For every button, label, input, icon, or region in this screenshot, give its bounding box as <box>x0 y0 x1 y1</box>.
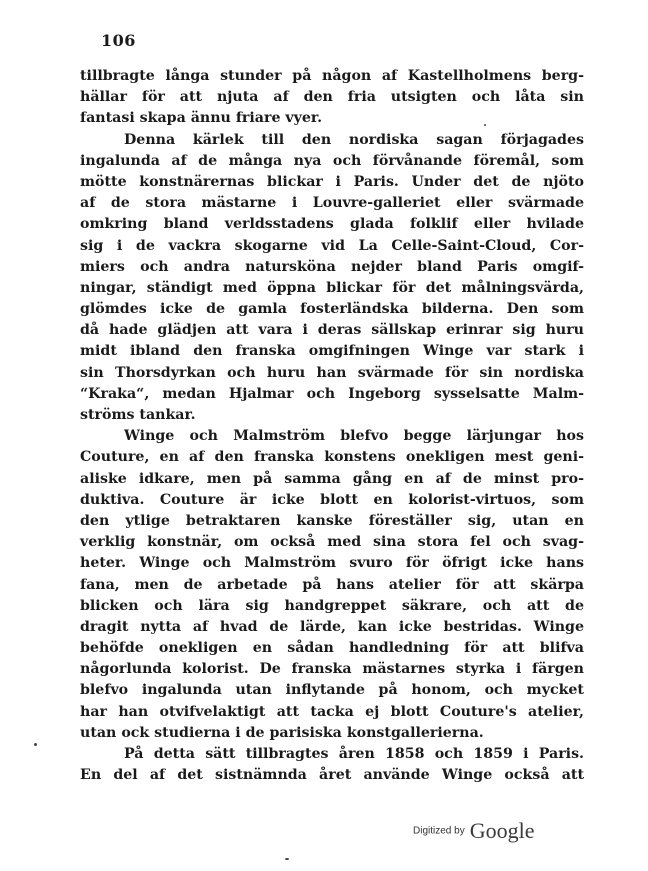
text-line: blefvo ingalunda utan inflytande på honom, och mycket <box>80 682 584 699</box>
text-line: verklig konstnär, om också med sina stora fel och svag- <box>80 534 584 551</box>
scan-speck <box>285 858 289 860</box>
text-line: tillbragte långa stunder på någon af Kastellholmens berg- <box>80 68 584 84</box>
scan-speck <box>484 124 486 126</box>
text-line: dragit nytta af hvad de lärde, kan icke bestridas. Winge <box>80 618 584 635</box>
digitized-by-google-watermark <box>413 818 535 844</box>
text-line: ingalunda af de många nya och förvånande föremål, som <box>80 152 584 169</box>
text-line: någorlunda kolorist. De franska mästarnes styrka i färgen <box>80 661 584 678</box>
text-line: mötte konstnärernas blickar i Paris. Under det de njöto <box>80 173 584 190</box>
text-line: sin Thorsdyrkan och huru han svärmade för sin nordiska <box>80 364 584 381</box>
text-line: den ytlige betraktaren kanske föreställer sig, utan en <box>80 512 584 529</box>
scan-speck <box>34 743 37 746</box>
text-line: har han otvifvelaktigt att tacka ej blott Couture's atelier, <box>80 703 584 720</box>
text-line: fantasi skapa ännu friare vyer. <box>80 110 323 127</box>
text-line: ströms tankar. <box>80 407 196 423</box>
digitized-label: Digitized by <box>413 825 465 837</box>
text-line: af de stora mästarne i Louvre-galleriet eller svärmade <box>80 195 584 212</box>
text-line: Couture, en af den franska konstens onekligen mest geni- <box>80 449 584 466</box>
text-line: utan ock studierna i de parisiska konstgallerierna. <box>80 724 484 741</box>
text-line: En del af det sistnämnda året använde Winge också att <box>80 767 584 784</box>
text-line: Denna kärlek till den nordiska sagan förjagades <box>124 131 584 148</box>
text-line: På detta sätt tillbragtes åren 1858 och 1859 i Paris. <box>124 746 584 762</box>
text-line: miers och andra natursköna nejder bland Paris omgif- <box>80 258 584 275</box>
text-line: “Kraka“, medan Hjalmar och Ingeborg sysselsatte Malm- <box>80 385 584 402</box>
text-line: fana, men de arbetade på hans atelier för att skärpa <box>80 576 584 593</box>
text-line: midt ibland den franska omgifningen Winge var stark i <box>80 343 584 360</box>
text-line: ningar, ständigt med öppna blickar för det målningsvärda, <box>80 279 584 296</box>
text-line: heter. Winge och Malmström svuro för öfrigt icke hans <box>80 555 584 572</box>
text-line: omkring bland verldsstadens glada folklif eller hvilade <box>80 216 584 233</box>
google-wordmark: Google <box>469 818 535 843</box>
text-line: då hade glädjen att vara i deras sällskap erinrar sig huru <box>80 322 584 339</box>
text-line: behöfde onekligen en sådan handledning för att blifva <box>80 640 584 657</box>
page-number: 106 <box>101 31 136 50</box>
text-line: blicken och lära sig handgreppet säkrare, och att de <box>80 597 584 614</box>
text-line: Winge och Malmström blefvo begge lärjungar hos <box>124 428 584 445</box>
body-text <box>80 66 584 786</box>
text-line: aliske idkare, men på samma gång en af de minst pro- <box>80 470 584 487</box>
text-line: hällar för att njuta af den fria utsigten och låta sin <box>80 89 584 106</box>
text-line: sig i de vackra skogarne vid La Celle-Saint-Cloud, Cor- <box>80 237 584 254</box>
text-line: duktiva. Couture är icke blott en kolorist-virtuos, som <box>80 491 584 508</box>
text-line: glömdes icke de gamla fosterländska bilderna. Den som <box>80 301 584 318</box>
